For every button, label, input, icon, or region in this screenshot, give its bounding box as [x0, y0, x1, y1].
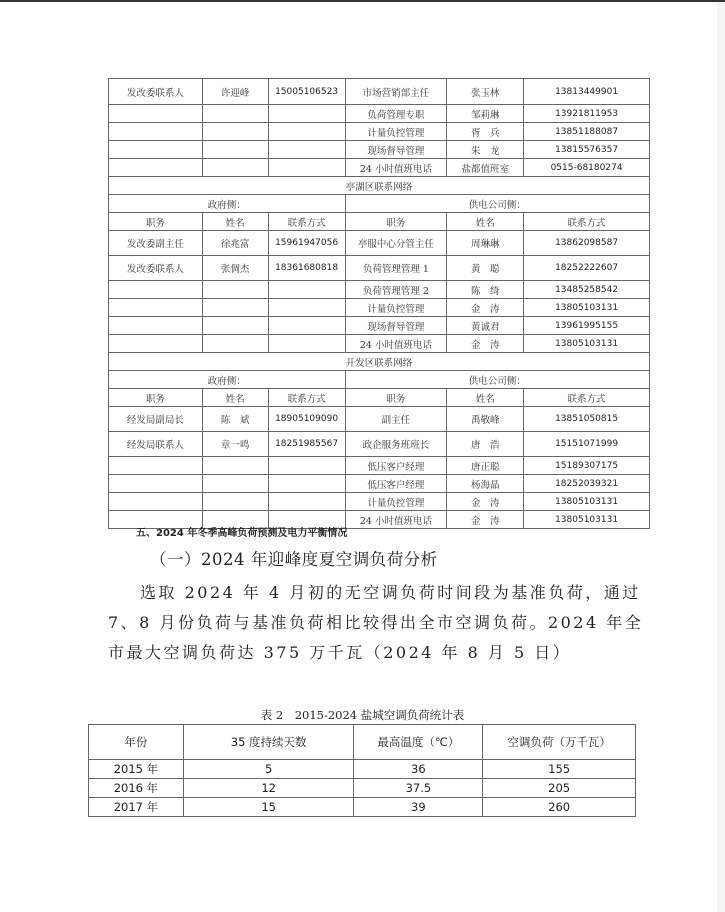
cell-gov-name	[202, 493, 268, 511]
cell-grid-role: 24 小时值班电话	[345, 511, 447, 529]
column-header-row	[109, 213, 650, 231]
stats-cell: 260	[483, 798, 636, 817]
table-row	[109, 335, 650, 353]
stats-cell: 39	[354, 798, 483, 817]
cell-grid-phone: 13851188087	[524, 123, 650, 141]
stats-cell: 5	[183, 760, 354, 779]
cell-gov-name	[202, 317, 268, 335]
cell-grid-role: 低压客户经理	[345, 475, 447, 493]
column-header: 职务	[109, 389, 203, 407]
cell-grid-name: 禹敬峰	[447, 407, 524, 432]
cell-grid-role: 现场督导管理	[345, 317, 447, 335]
cell-gov-role	[109, 159, 203, 177]
column-header-row	[109, 389, 650, 407]
cell-gov-role	[109, 475, 203, 493]
cell-grid-name: 盐都值班室	[447, 159, 524, 177]
stats-cell: 2016 年	[89, 779, 184, 798]
section-title-row	[109, 177, 650, 195]
cell-grid-phone: 13851050815	[524, 407, 650, 432]
cell-gov-name: 徐兆富	[202, 231, 268, 256]
body-paragraph	[108, 578, 648, 668]
table-row	[109, 493, 650, 511]
cell-gov-name: 陈 斌	[202, 407, 268, 432]
cell-gov-role	[109, 105, 203, 123]
cell-gov-name	[202, 105, 268, 123]
cell-gov-role: 发改委副主任	[109, 231, 203, 256]
cell-gov-name	[202, 141, 268, 159]
side-header-row	[109, 371, 650, 389]
grid-side-label: 供电公司侧：	[345, 195, 649, 213]
stats-cell: 155	[483, 760, 636, 779]
stats-row	[89, 779, 636, 798]
table-row	[109, 123, 650, 141]
cell-grid-name: 金 涛	[447, 299, 524, 317]
stats-column-header: 35 度持续天数	[183, 725, 354, 760]
page-top-rule	[0, 0, 725, 2]
table-row	[109, 475, 650, 493]
section-title-row	[109, 353, 650, 371]
cell-grid-phone: 13805103131	[524, 335, 650, 353]
page-right-edge	[717, 2, 725, 912]
cell-grid-name: 唐正聪	[447, 457, 524, 475]
column-header: 联系方式	[268, 213, 345, 231]
cell-grid-name: 金 涛	[447, 493, 524, 511]
cell-gov-phone: 15961947056	[268, 231, 345, 256]
table-row	[109, 256, 650, 281]
cell-grid-role: 负荷管理专职	[345, 105, 447, 123]
column-header: 姓名	[202, 213, 268, 231]
table-row	[109, 281, 650, 299]
table-caption: 表 2 2015-2024 盐城空调负荷统计表	[260, 708, 465, 722]
stats-column-header: 最高温度（℃）	[354, 725, 483, 760]
cell-grid-phone: 13805103131	[524, 299, 650, 317]
cell-grid-role: 24 小时值班电话	[345, 159, 447, 177]
cell-gov-name	[202, 159, 268, 177]
cell-grid-role: 24 小时值班电话	[345, 335, 447, 353]
cell-grid-phone: 13862098587	[524, 231, 650, 256]
side-header-row	[109, 195, 650, 213]
cell-gov-name: 许迎峰	[202, 79, 268, 105]
table-row	[109, 299, 650, 317]
cell-grid-name: 朱 龙	[447, 141, 524, 159]
grid-side-label: 供电公司侧：	[345, 371, 649, 389]
column-header: 职务	[109, 213, 203, 231]
gov-side-label: 政府侧：	[109, 371, 346, 389]
cell-gov-phone	[268, 317, 345, 335]
cell-gov-phone: 18905109090	[268, 407, 345, 432]
cell-grid-phone: 13921811953	[524, 105, 650, 123]
cell-grid-phone: 13813449901	[524, 79, 650, 105]
cell-gov-phone	[268, 159, 345, 177]
column-header: 姓名	[447, 389, 524, 407]
cell-gov-name	[202, 457, 268, 475]
cell-grid-role: 计量负控管理	[345, 493, 447, 511]
cell-grid-name: 邹莉琳	[447, 105, 524, 123]
section-title: 开发区联系网络	[109, 353, 650, 371]
cell-grid-role: 负荷管理管理 2	[345, 281, 447, 299]
cell-grid-phone: 0515-68180274	[524, 159, 650, 177]
table-row	[109, 141, 650, 159]
stats-cell: 37.5	[354, 779, 483, 798]
cell-gov-role	[109, 493, 203, 511]
cell-grid-name: 唐 浩	[447, 432, 524, 457]
cell-gov-role: 发改委联系人	[109, 79, 203, 105]
column-header: 职务	[345, 213, 447, 231]
cell-grid-phone: 18252222607	[524, 256, 650, 281]
cell-grid-name: 金 涛	[447, 511, 524, 529]
stats-header-row	[89, 725, 636, 760]
cell-grid-role: 计量负控管理	[345, 123, 447, 141]
table-row	[109, 432, 650, 457]
stats-column-header: 年份	[89, 725, 184, 760]
cell-grid-role: 副主任	[345, 407, 447, 432]
cell-grid-phone: 13805103131	[524, 493, 650, 511]
column-header: 姓名	[447, 213, 524, 231]
cell-gov-phone	[268, 123, 345, 141]
cell-gov-name	[202, 281, 268, 299]
cell-gov-name: 章一鸣	[202, 432, 268, 457]
stats-cell: 15	[183, 798, 354, 817]
cell-grid-phone: 15189307175	[524, 457, 650, 475]
cell-gov-name	[202, 299, 268, 317]
stats-cell: 2017 年	[89, 798, 184, 817]
cell-grid-name: 陈 绮	[447, 281, 524, 299]
table-row	[109, 159, 650, 177]
cell-grid-phone: 13961995155	[524, 317, 650, 335]
gov-side-label: 政府侧：	[109, 195, 346, 213]
cell-gov-role	[109, 299, 203, 317]
cell-grid-name: 杨海晶	[447, 475, 524, 493]
cell-grid-phone: 15151071999	[524, 432, 650, 457]
cell-gov-phone	[268, 105, 345, 123]
table-row	[109, 317, 650, 335]
cell-gov-phone	[268, 141, 345, 159]
cell-grid-role: 政企服务班班长	[345, 432, 447, 457]
cell-gov-phone	[268, 281, 345, 299]
cell-grid-name: 胥 兵	[447, 123, 524, 141]
cell-gov-name: 张倜杰	[202, 256, 268, 281]
cell-gov-role	[109, 457, 203, 475]
cell-grid-name: 周琳琳	[447, 231, 524, 256]
cell-grid-role: 现场督导管理	[345, 141, 447, 159]
cell-grid-role: 计量负控管理	[345, 299, 447, 317]
stats-cell: 36	[354, 760, 483, 779]
stats-row	[89, 798, 636, 817]
cell-grid-name: 黄诚君	[447, 317, 524, 335]
sub-heading: （一）2024 年迎峰度夏空调负荷分析	[150, 550, 438, 569]
cell-gov-phone	[268, 493, 345, 511]
cell-gov-phone	[268, 299, 345, 317]
column-header: 联系方式	[268, 389, 345, 407]
ac-load-stats-table	[88, 724, 636, 817]
column-header: 姓名	[202, 389, 268, 407]
cell-gov-name	[202, 475, 268, 493]
cell-gov-name	[202, 335, 268, 353]
stats-row	[89, 760, 636, 779]
cell-gov-role	[109, 281, 203, 299]
cell-gov-role	[109, 335, 203, 353]
column-header: 联系方式	[524, 389, 650, 407]
stats-cell: 12	[183, 779, 354, 798]
cell-grid-role: 亭服中心分管主任	[345, 231, 447, 256]
cell-grid-phone: 18252039321	[524, 475, 650, 493]
cell-gov-name	[202, 123, 268, 141]
cell-gov-phone: 15005106523	[268, 79, 345, 105]
cell-grid-name: 张玉林	[447, 79, 524, 105]
cell-gov-role	[109, 317, 203, 335]
cell-gov-role	[109, 123, 203, 141]
table-row	[109, 105, 650, 123]
cell-gov-phone: 18361680818	[268, 256, 345, 281]
column-header: 职务	[345, 389, 447, 407]
cell-gov-phone	[268, 457, 345, 475]
section-heading: 五、2024 年冬季高峰负荷预测及电力平衡情况	[136, 528, 348, 539]
section-title: 亭湖区联系网络	[109, 177, 650, 195]
table-row	[109, 231, 650, 256]
cell-gov-phone	[268, 335, 345, 353]
cell-grid-name: 黄 聪	[447, 256, 524, 281]
cell-grid-role: 低压客户经理	[345, 457, 447, 475]
cell-grid-phone: 13815576357	[524, 141, 650, 159]
cell-grid-name: 金 涛	[447, 335, 524, 353]
table-row	[109, 457, 650, 475]
paragraph-text: 选取 2024 年 4 月初的无空调负荷时间段为基准负荷，通过 7、8 月份负荷与基准负荷相比较得出全市空调负荷。2024 年全市最大空调负荷达 375 万千瓦（2024 年 8 月 5 日）	[108, 583, 644, 662]
stats-cell: 205	[483, 779, 636, 798]
cell-grid-role: 负荷管理管理 1	[345, 256, 447, 281]
cell-grid-phone: 13485258542	[524, 281, 650, 299]
cell-grid-phone: 13805103131	[524, 511, 650, 529]
contact-network-table	[108, 78, 650, 529]
stats-cell: 2015 年	[89, 760, 184, 779]
cell-gov-role: 发改委联系人	[109, 256, 203, 281]
cell-gov-role	[109, 141, 203, 159]
cell-gov-role: 经发局联系人	[109, 432, 203, 457]
column-header: 联系方式	[524, 213, 650, 231]
stats-column-header: 空调负荷（万千瓦）	[483, 725, 636, 760]
cell-grid-role: 市场营销部主任	[345, 79, 447, 105]
cell-gov-phone	[268, 475, 345, 493]
table-row	[109, 407, 650, 432]
cell-gov-role: 经发局副局长	[109, 407, 203, 432]
table-row	[109, 79, 650, 105]
cell-gov-phone: 18251985567	[268, 432, 345, 457]
